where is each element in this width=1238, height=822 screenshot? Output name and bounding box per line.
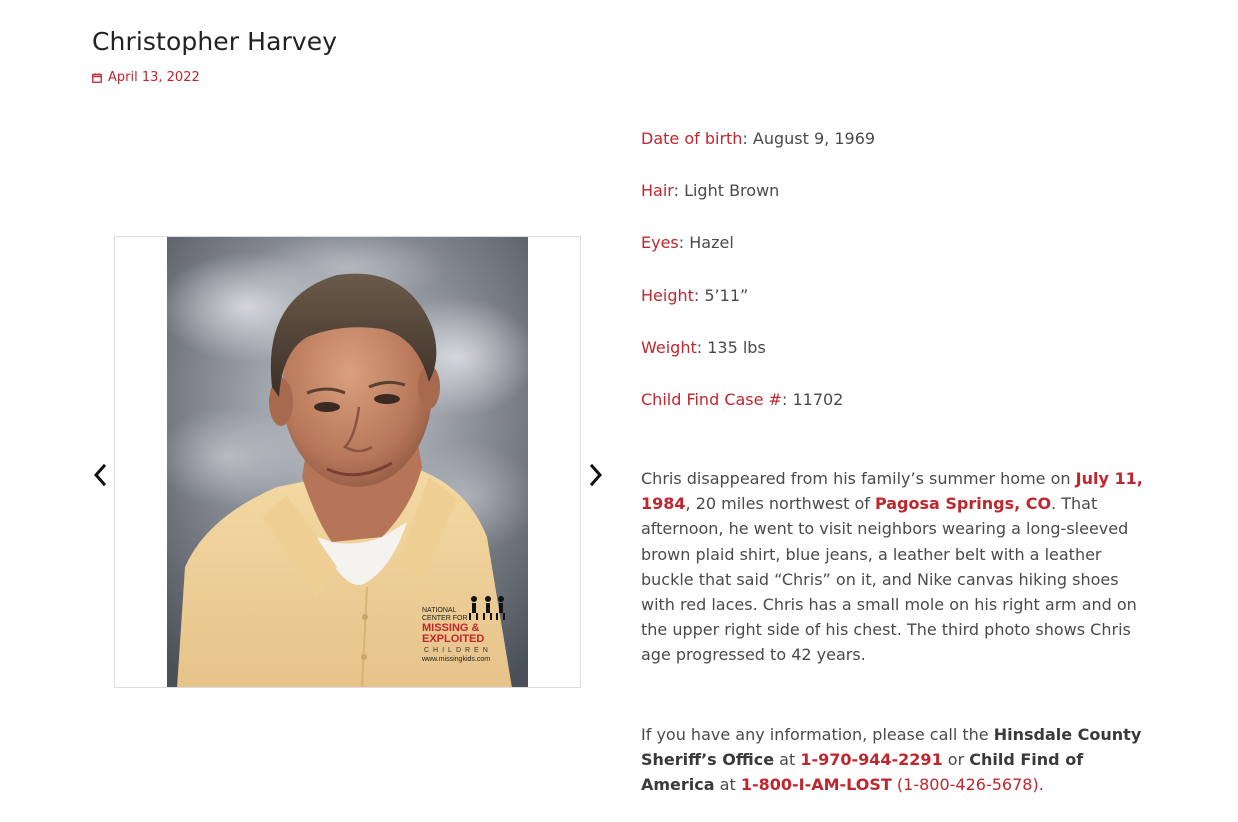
desc-text: Chris disappeared from his family’s summer home on <box>641 469 1076 488</box>
detail-value: August 9, 1969 <box>752 129 876 148</box>
detail-label: Eyes <box>641 233 679 253</box>
detail-value: 135 lbs <box>707 337 766 357</box>
phone-link-childfind[interactable]: 1-800-I-AM-LOST <box>740 775 892 795</box>
gallery-next-button[interactable] <box>584 460 608 490</box>
detail-label: Child Find Case # <box>641 389 782 409</box>
watermark-line4: EXPLOITED <box>422 633 485 645</box>
phone-link-sheriff[interactable]: 1-970-944-2291 <box>800 750 943 770</box>
detail-dob: Date of birth: August 9, 1969 <box>641 129 876 148</box>
page-title: Christopher Harvey <box>92 27 338 56</box>
detail-eyes: Eyes: Hazel <box>641 233 734 253</box>
desc-text: , 20 miles northwest of <box>685 494 875 514</box>
contact-org: Child Find of America <box>641 750 1084 795</box>
contact-text: at <box>774 750 801 770</box>
watermark-line2: CENTER FOR <box>422 615 468 622</box>
phone-alt-childfind[interactable]: (1-800-426-5678) <box>891 775 1039 795</box>
desc-text: . That afternoon, he went to visit neighbors wearing a long-sleeved brown plaid shirt, blue jeans, a leather belt with a leather buckle that said “Chris” on it, and Nike canvas hiking shoes with red laces. Chris has a small mole on his right arm and on the upper right side of his chest. The third photo shows Chris age progressed to 42 years. <box>641 494 1137 665</box>
detail-label: Weight <box>641 337 697 357</box>
disappearance-description <box>641 466 1146 668</box>
detail-case-number: Child Find Case #: 11702 <box>641 389 844 409</box>
contact-text: If you have any information, please call the <box>641 725 994 744</box>
watermark-line5: CHILDREN <box>424 647 492 654</box>
post-date-text: April 13, 2022 <box>108 70 200 85</box>
post-date[interactable] <box>92 70 200 85</box>
detail-value: Hazel <box>689 233 734 253</box>
detail-value: 11702 <box>792 389 844 409</box>
photo-gallery[interactable] <box>114 236 581 688</box>
person-details <box>641 128 1161 441</box>
missing-person-photo <box>167 237 528 688</box>
detail-label: Height <box>641 285 694 305</box>
detail-hair: Hair: Light Brown <box>641 181 780 201</box>
watermark-line3: MISSING & <box>422 622 480 634</box>
contact-text: or <box>942 750 970 770</box>
detail-height: Height: 5’11” <box>641 285 749 305</box>
detail-weight: Weight: 135 lbs <box>641 337 766 357</box>
detail-label: Hair <box>641 181 674 201</box>
calendar-icon <box>92 73 102 83</box>
contact-text: . <box>1038 775 1044 795</box>
gallery-prev-button[interactable] <box>88 460 112 490</box>
contact-agency: Hinsdale County Sheriff’s Office <box>641 725 1142 770</box>
detail-label: Date of birth <box>641 129 743 148</box>
detail-value: Light Brown <box>684 181 780 201</box>
chevron-right-icon <box>589 463 603 487</box>
desc-date: July 11, 1984 <box>641 469 1143 514</box>
contact-text: at <box>714 775 741 795</box>
watermark-url: www.missingkids.com <box>422 656 491 663</box>
chevron-left-icon <box>93 463 107 487</box>
detail-value: 5’11” <box>704 285 749 305</box>
watermark-line1: NATIONAL <box>422 607 457 614</box>
desc-place: Pagosa Springs, CO <box>874 494 1052 514</box>
contact-info <box>641 722 1161 798</box>
